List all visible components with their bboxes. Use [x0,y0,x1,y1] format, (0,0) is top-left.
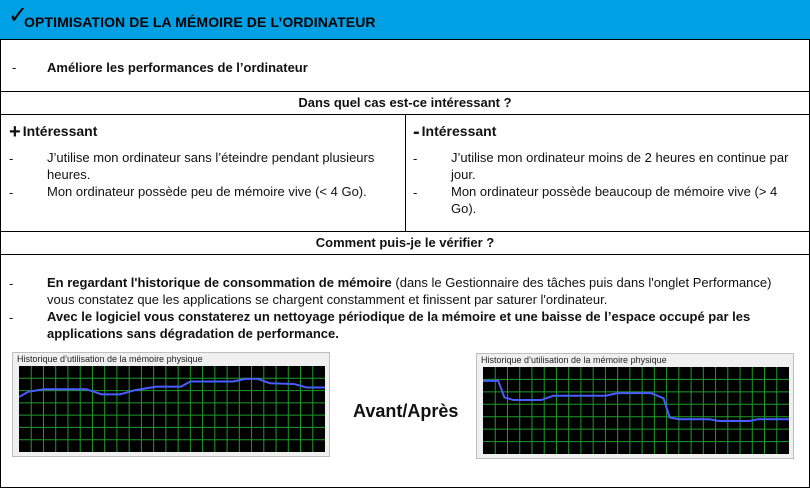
checkmark-icon: ✓ [8,2,29,29]
graph-after-label: Historique d’utilisation de la mémoire physique [481,355,667,365]
graph-background [483,367,789,454]
verify-item-1-rest: (dans le Gestionnaire des tâches puis dans l'onglet Performance) vous constatez que les applications se chargent constamment et finissent par saturer l'ordinateur. [47,275,772,307]
plus-heading [9,121,97,144]
divider [0,91,810,92]
graph-before-label: Historique d’utilisation de la mémoire physique [17,354,203,364]
minus-icon: - [413,121,420,143]
header-bar [0,0,810,40]
column-divider [405,114,406,231]
graph-before-plot [19,366,325,452]
divider [0,254,810,255]
list-dash: - [9,276,14,291]
before-after-label: Avant/Après [353,401,459,421]
page-title: OPTIMISATION DE LA MÉMOIRE DE L’ORDINATEUR [24,14,376,30]
list-dash: - [9,310,14,325]
minus-item-2: Mon ordinateur possède beaucoup de mémoire vive (> 4 Go). [451,184,778,216]
minus-heading [413,121,496,144]
minus-item-1: J’utilise mon ordinateur moins de 2 heures en continue par jour. [451,150,789,182]
list-dash: - [413,151,418,166]
list-dash: - [9,151,14,166]
benefit-dash: - [12,60,17,75]
list-dash: - [413,185,418,200]
section-title-verify: Comment puis-je le vérifier ? [315,235,495,250]
plus-item-1: J’utilise mon ordinateur sans l’éteindre pendant plusieurs heures. [47,150,375,182]
section-title-when: Dans quel cas est-ce intéressant ? [298,95,512,110]
plus-heading-label: Intéressant [22,123,98,139]
plus-icon: + [9,121,21,143]
minus-heading-label: Intéressant [421,123,497,139]
graph-before [12,352,330,457]
plus-item-2: Mon ordinateur possède peu de mémoire vive (< 4 Go). [47,184,367,199]
list-dash: - [9,185,14,200]
verify-item-1 [47,274,795,308]
benefit-text: Améliore les performances de l’ordinateur [47,60,308,75]
verify-item-2: Avec le logiciel vous constaterez un nettoyage périodique de la mémoire et une baisse de l’espace occupé par les applications sans dégradation de performance. [47,309,751,341]
graph-background [19,366,325,452]
graph-after-plot [483,367,789,454]
verify-item-1-bold: En regardant l'historique de consommation de mémoire [47,275,392,290]
graph-after [476,353,794,459]
divider [0,231,810,232]
